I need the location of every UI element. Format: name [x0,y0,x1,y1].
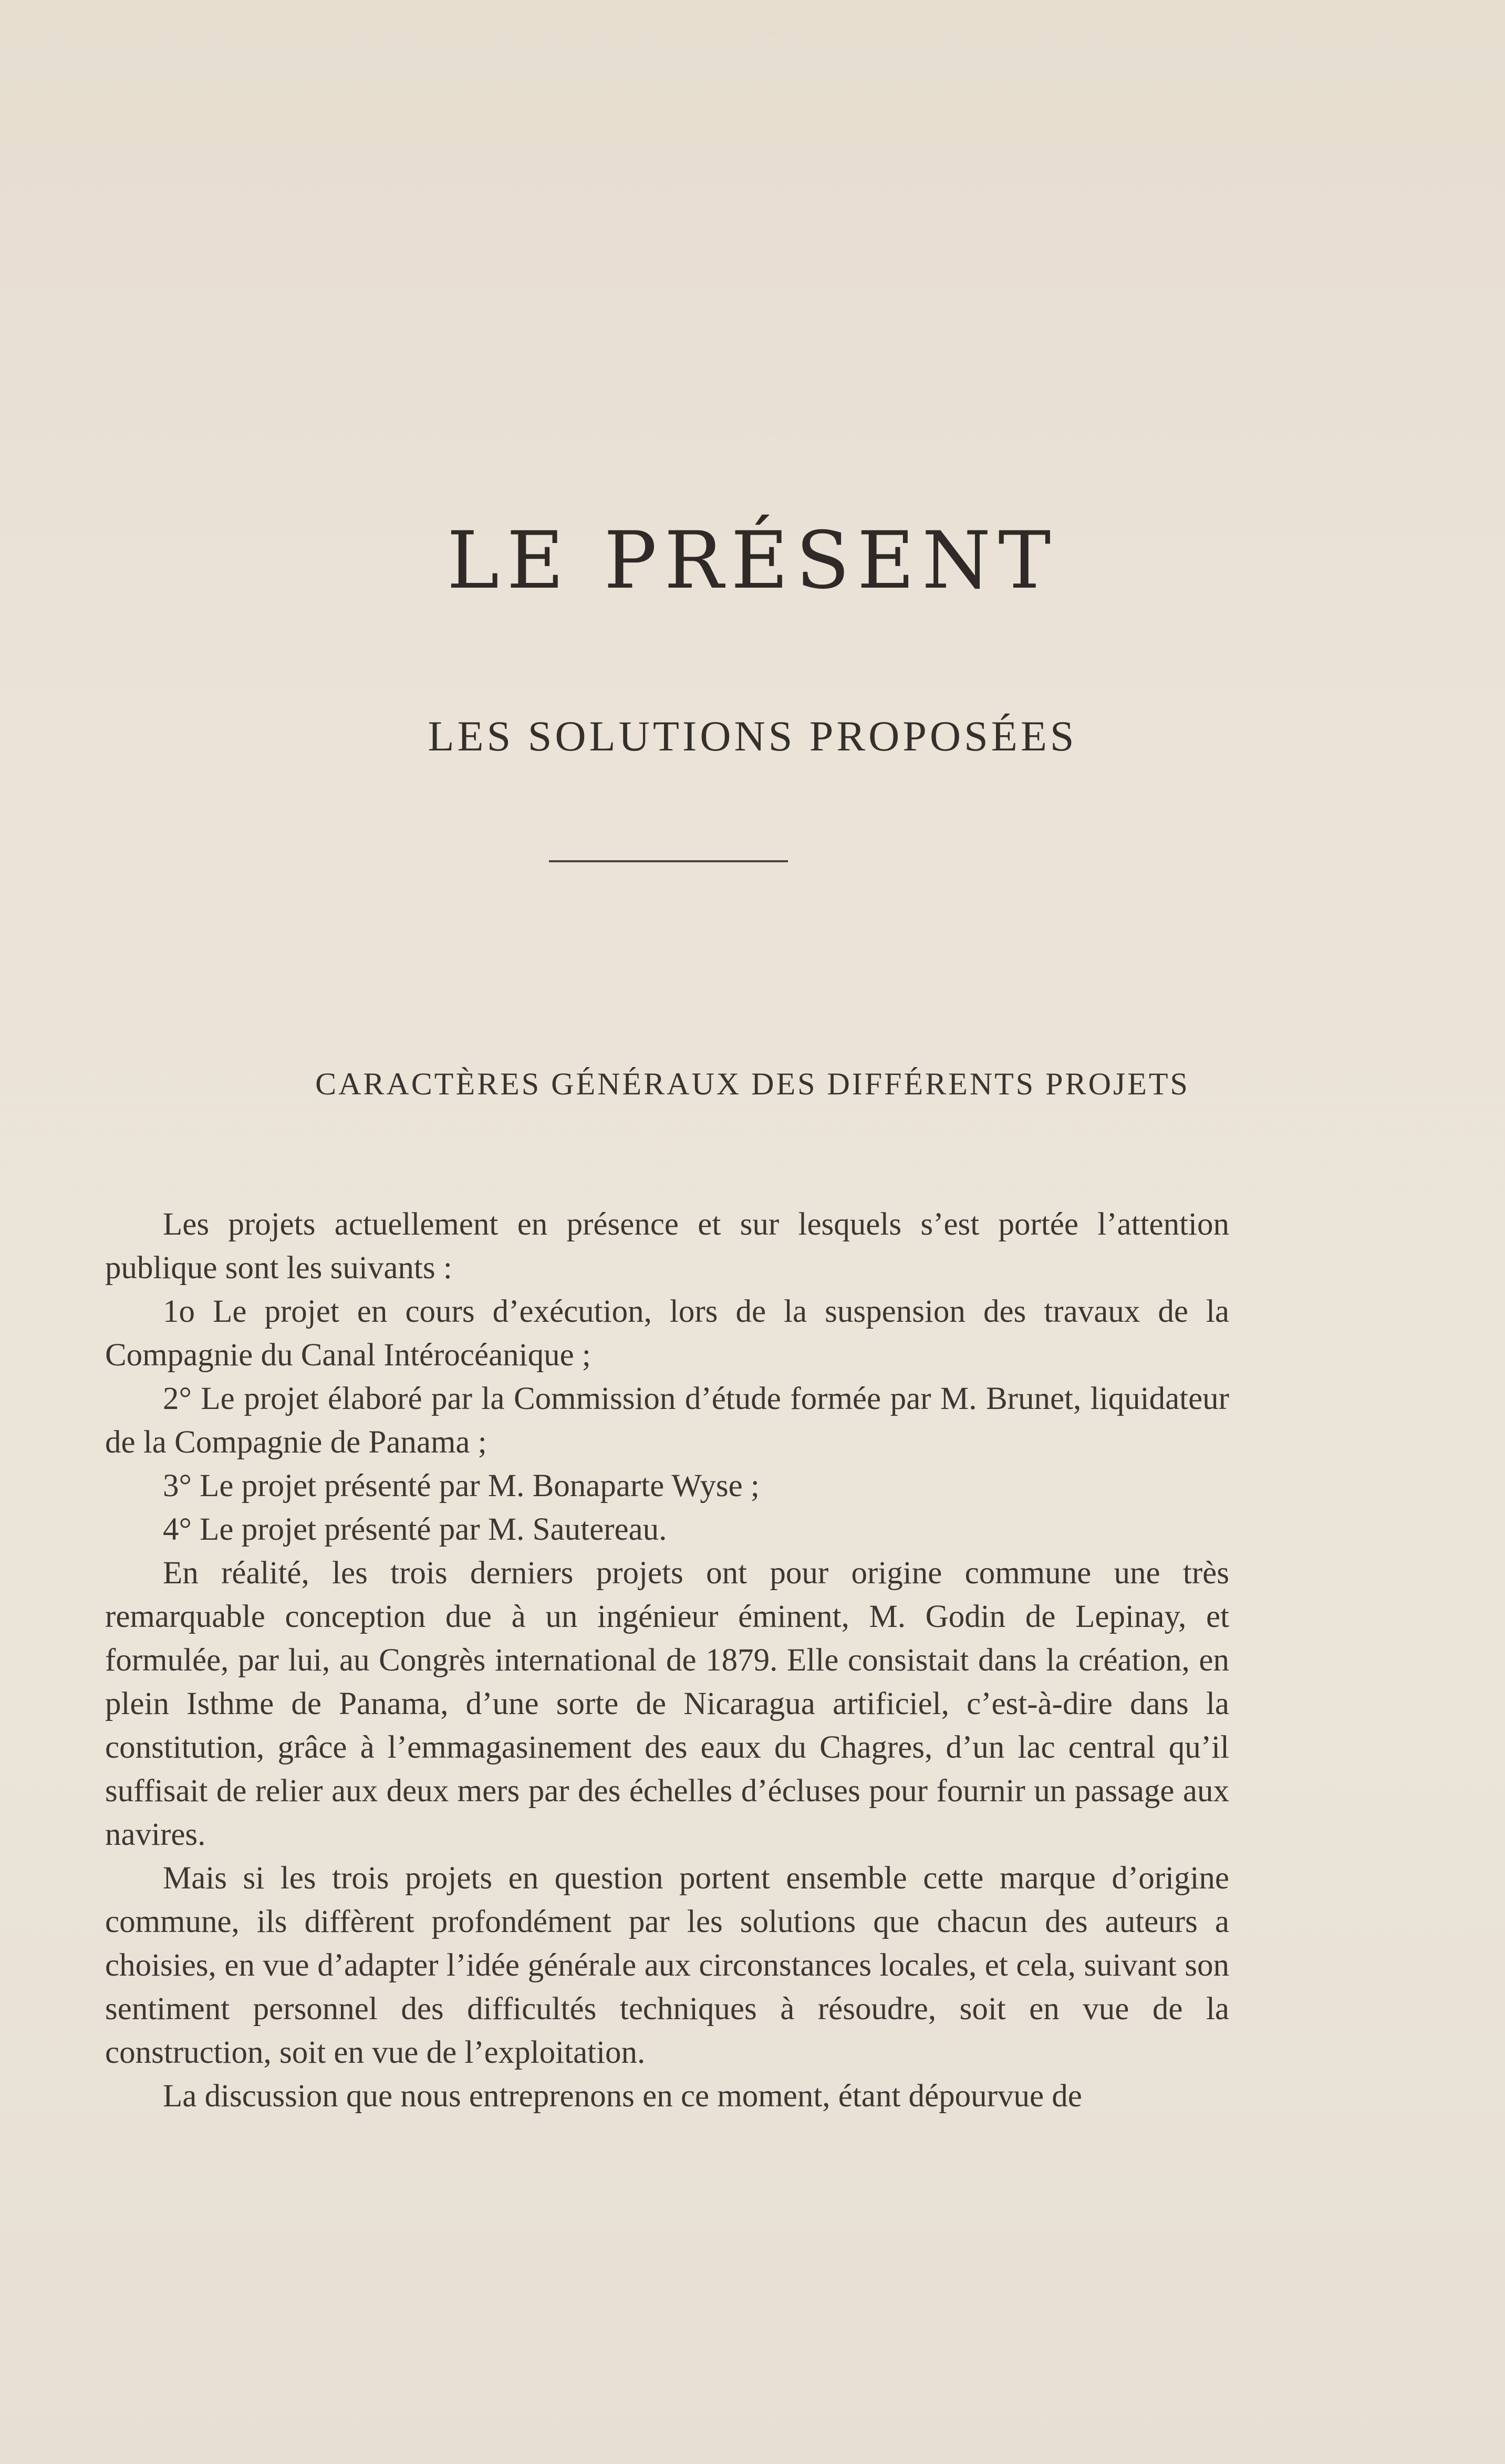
paragraph-differences: Mais si les trois projets en question portent ensemble cette marque d’origine commune, ils diffèrent profondément par les solutions que chacun des auteurs a choisies, en vue d’adapter l’idée générale aux circonstances locales, et cela, suivant son sentiment personnel des difficultés techniques à résoudre, soit en vue de la construction, soit en vue de l’exploitation. [105,1861,1229,2070]
paragraph-discussion: La discussion que nous entreprenons en ce moment, étant dépourvue de [163,2079,1082,2114]
divider-rule [549,860,788,862]
list-item-3: 3° Le projet présenté par M. Bonaparte Wyse ; [163,1468,760,1504]
body-text [105,1203,1229,2118]
paragraph-intro: Les projets actuellement en présence et sur lesquels s’est portée l’attention publique sont les suivants : [105,1207,1229,1286]
page-title: LE PRÉSENT [447,515,1058,607]
section-title: CARACTÈRES GÉNÉRAUX DES DIFFÉRENTS PROJETS [315,1067,1190,1101]
list-item-1: 1o Le projet en cours d’exécution, lors de la suspension des travaux de la Compagnie du Canal Intérocéanique ; [105,1294,1229,1373]
list-item-2: 2° Le projet élaboré par la Commission d’étude formée par M. Brunet, liquidateur de la Compagnie de Panama ; [105,1381,1229,1460]
chapter-subtitle: LES SOLUTIONS PROPOSÉES [428,712,1077,760]
list-item-4: 4° Le projet présenté par M. Sautereau. [163,1512,667,1547]
paragraph-origin: En réalité, les trois derniers projets ont pour origine commune une très remarquable conception due à un ingénieur éminent, M. Godin de Lepinay, et formulée, par lui, au Congrès international de 1879. Elle consistait dans la création, en plein Isthme de Panama, d’une sorte de Nicaragua artificiel, c’est-à-dire dans la constitution, grâce à l’emmagasinement des eaux du Chagres, d’un lac central qu’il suffisait de relier aux deux mers par des échelles d’écluses pour fournir un passage aux navires. [105,1555,1229,1852]
